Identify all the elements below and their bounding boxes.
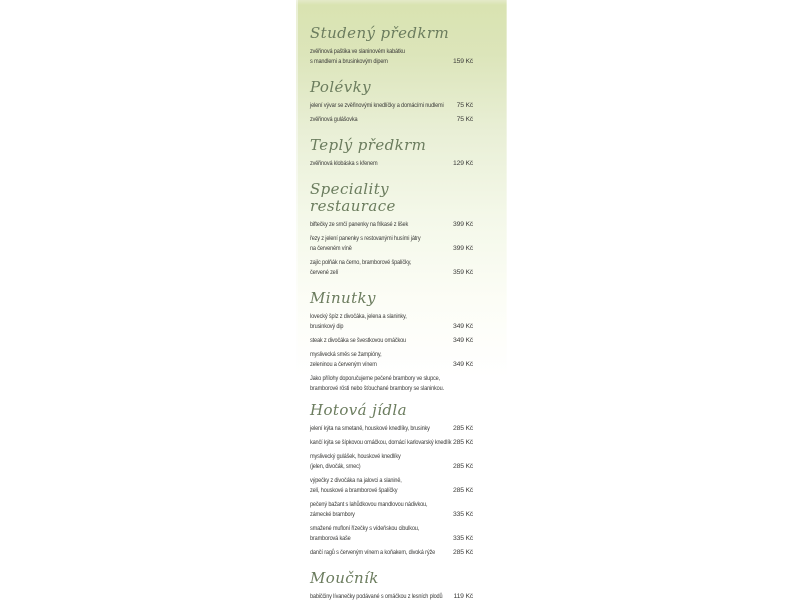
section-items	[310, 312, 473, 394]
item-name-line: zajíc polňák na černo, bramborové špalíčky,	[310, 259, 412, 266]
item-name	[310, 592, 447, 602]
menu-item	[310, 234, 473, 254]
item-price: 399 Kč	[453, 221, 473, 228]
section-heading: Polévky	[310, 78, 372, 96]
section-items	[310, 47, 473, 67]
item-name	[310, 258, 447, 278]
item-name-line: kančí kýta se šípkovou omáčkou, domácí karlovarský knedlík	[310, 439, 452, 446]
section-items	[310, 424, 473, 558]
section-items	[310, 101, 473, 125]
section-items	[310, 592, 473, 602]
menu-section	[310, 173, 473, 282]
menu-item	[310, 115, 473, 125]
menu-item	[310, 524, 473, 544]
menu-panel	[296, 0, 507, 600]
item-name	[310, 350, 447, 370]
item-price: 285 Kč	[453, 487, 473, 494]
menu-section	[310, 129, 473, 173]
menu-item	[310, 476, 473, 496]
item-price: 119 Kč	[453, 593, 473, 600]
item-name	[310, 220, 447, 230]
section-items	[310, 159, 473, 169]
item-name-line: brusinkový dip	[310, 323, 344, 330]
item-name-line: biftečky ze srnčí panenky na frikasé z lišek	[310, 221, 409, 228]
menu-item	[310, 312, 473, 332]
item-price: 285 Kč	[453, 439, 473, 446]
item-name-line: výpečky z divočáka na jalovci a slanině,	[310, 477, 402, 484]
item-name	[310, 336, 447, 346]
menu-item	[310, 101, 473, 111]
item-name	[310, 500, 447, 520]
item-name-line: řezy z jelení panenky s restovanými husími játry	[310, 235, 421, 242]
item-name	[310, 548, 447, 558]
item-name	[310, 115, 447, 125]
menu-section	[310, 71, 473, 129]
item-name-line: babiččiny lívanečky podávané s omáčkou z lesních plodů	[310, 593, 443, 600]
section-heading: Minutky	[310, 289, 376, 307]
item-price: 335 Kč	[453, 535, 473, 542]
item-name	[310, 438, 452, 448]
item-name-line: myslivecká směs se žampióny,	[310, 351, 382, 358]
item-price: 335 Kč	[453, 511, 473, 518]
item-price: 75 Kč	[456, 102, 473, 109]
item-name-line: zámecké brambory	[310, 511, 355, 518]
item-price: 349 Kč	[453, 337, 473, 344]
item-name	[310, 476, 447, 496]
section-heading: Studený předkrm	[310, 24, 450, 42]
menu-item	[310, 438, 473, 448]
menu-item	[310, 424, 473, 434]
item-name	[310, 524, 447, 544]
item-name-line: jelení kýta na smetaně, houskové knedlíky, brusinky	[310, 425, 430, 432]
item-name-line: pečený bažant s lahůdkovou mandlovou nádivkou,	[310, 501, 428, 508]
item-name-line: červené zelí	[310, 269, 339, 276]
section-heading: Teplý předkrm	[310, 136, 427, 154]
item-price: 129 Kč	[453, 160, 473, 167]
menu-section	[310, 562, 473, 606]
menu-item	[310, 159, 473, 169]
item-name-line: bramborová kaše	[310, 535, 351, 542]
section-note	[310, 374, 473, 394]
item-name-line: (jelen, divočák, srnec)	[310, 463, 361, 470]
item-name	[310, 159, 447, 169]
item-price: 159 Kč	[453, 58, 473, 65]
item-name-line: zvěřinová paštika ve slaninovém kabátku	[310, 48, 405, 55]
item-price: 285 Kč	[453, 549, 473, 556]
item-price: 285 Kč	[453, 425, 473, 432]
item-price: 349 Kč	[453, 323, 473, 330]
item-name-line: zeleninou a červeným vínem	[310, 361, 377, 368]
section-heading: Speciality restaurace	[310, 180, 396, 215]
item-price: 399 Kč	[453, 245, 473, 252]
item-name-line: smažené mufloní řízečky s vídeňskou cibulkou,	[310, 525, 420, 532]
item-name-line: lovecký špíz z divočáka, jelena a slaninky,	[310, 313, 407, 320]
menu-panel-content	[296, 0, 507, 606]
item-name-line: zvěřinová klobáska s křenem	[310, 160, 378, 167]
menu-item	[310, 548, 473, 558]
menu-section	[310, 25, 473, 71]
menu-item	[310, 47, 473, 67]
menu-item	[310, 452, 473, 472]
menu-item	[310, 350, 473, 370]
section-heading: Moučník	[310, 569, 379, 587]
item-name	[310, 101, 447, 111]
item-name-line: s mandlemi a brusinkovým dipem	[310, 58, 388, 65]
item-price: 285 Kč	[453, 463, 473, 470]
menu-item	[310, 258, 473, 278]
note-line: Jako přílohy doporučujeme pečené brambory ve slupce,	[310, 375, 440, 382]
item-name	[310, 452, 447, 472]
menu-section	[310, 394, 473, 562]
menu-item	[310, 220, 473, 230]
item-name	[310, 424, 447, 434]
item-name	[310, 47, 447, 67]
item-price: 75 Kč	[456, 116, 473, 123]
item-name-line: zvěřinová gulášovka	[310, 116, 358, 123]
item-name-line: zelí, houskové a bramborové špalíčky	[310, 487, 398, 494]
menu-item	[310, 500, 473, 520]
item-price: 349 Kč	[453, 361, 473, 368]
item-name	[310, 234, 447, 254]
item-name-line: na červeném víně	[310, 245, 352, 252]
section-heading: Hotová jídla	[310, 401, 407, 419]
item-name-line: myslivecký gulášek, houskové knedlíky	[310, 453, 401, 460]
menu-item	[310, 336, 473, 346]
item-price: 359 Kč	[453, 269, 473, 276]
section-note-lines	[310, 374, 473, 394]
note-line: bramborové rösti nebo šťouchané brambory se slaninkou.	[310, 385, 444, 392]
item-name	[310, 312, 447, 332]
item-name-line: dančí ragů s červeným vínem a koňakem, divoká rýže	[310, 549, 436, 556]
menu-section	[310, 282, 473, 394]
item-name-line: jelení vývar se zvěřinovými knedlíčky a domácími nudlemi	[310, 102, 444, 109]
menu-item	[310, 592, 473, 602]
item-name-line: steak z divočáka se švestkovou omáčkou	[310, 337, 407, 344]
section-items	[310, 220, 473, 278]
